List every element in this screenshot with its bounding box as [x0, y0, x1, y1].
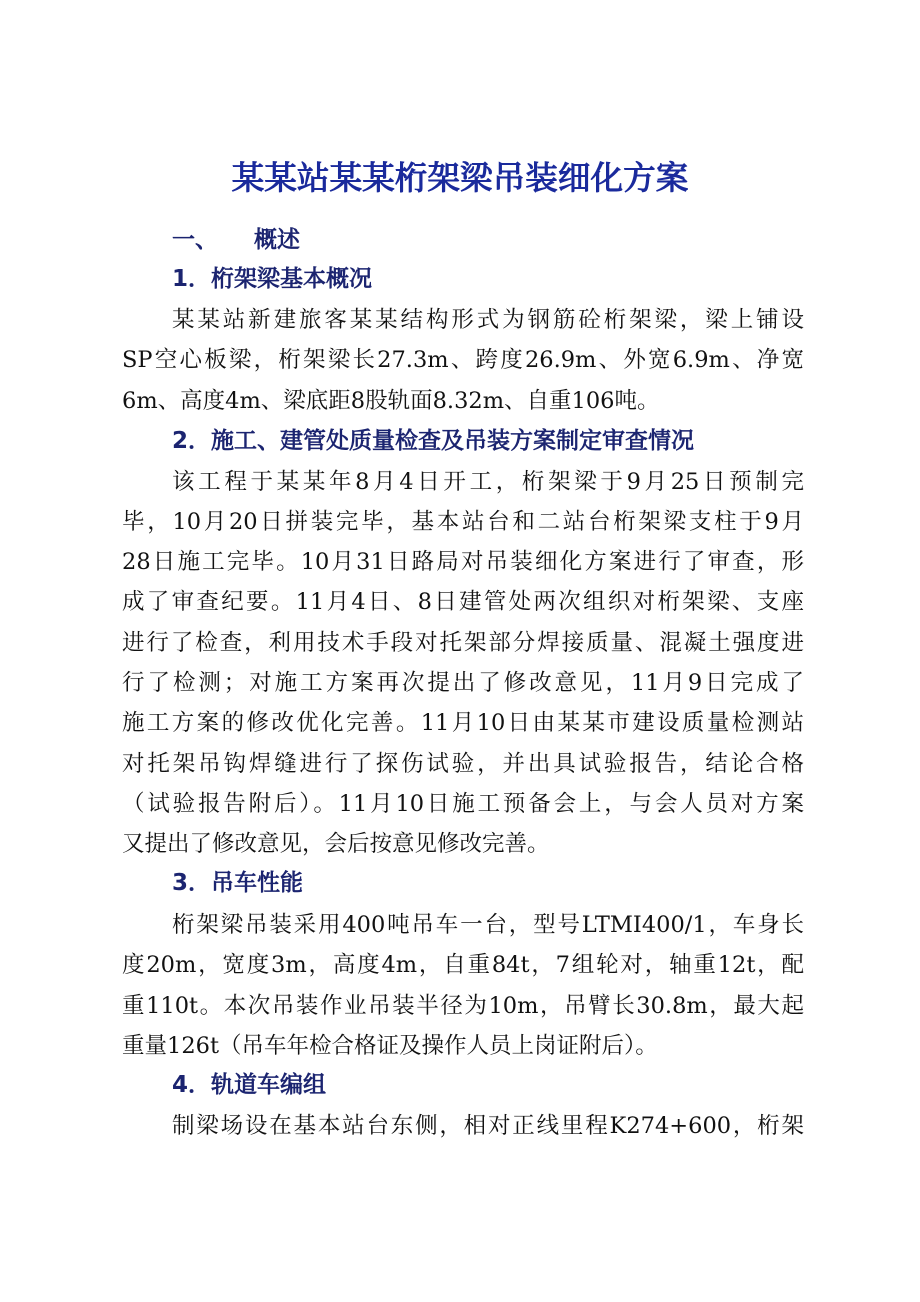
paragraph-line: 又提出了修改意见，会后按意见修改完善。	[122, 831, 550, 857]
paragraph-line: 制梁场设在基本站台东侧，相对正线里程K274+600，桁架	[172, 1113, 804, 1139]
subsection-heading-2: 2．施工、建管处质量检查及吊装方案制定审查情况	[172, 428, 695, 454]
paragraph-line: 该工程于某某年8月4日开工，桁架梁于9月25日预制完	[172, 469, 804, 495]
paragraph-line: 重量126t（吊车年检合格证及操作人员上岗证附后）。	[122, 1033, 658, 1059]
paragraph-line: 28日施工完毕。10月31日路局对吊装细化方案进行了审查，形	[122, 549, 804, 575]
subsection-heading-1: 1．桁架梁基本概况	[172, 266, 373, 292]
paragraph-line: 度20m，宽度3m，高度4m，自重84t，7组轮对，轴重12t，配	[122, 952, 804, 978]
paragraph-line: 行了检测；对施工方案再次提出了修改意见，11月9日完成了	[122, 670, 804, 696]
paragraph-line: 施工方案的修改优化完善。11月10日由某某市建设质量检测站	[122, 710, 804, 736]
paragraph-line: 某某站新建旅客某某结构形式为钢筋砼桁架梁，梁上铺设	[172, 307, 804, 333]
paragraph-line: 毕，10月20日拼装完毕，基本站台和二站台桁架梁支柱于9月	[122, 509, 804, 535]
section-heading-overview	[172, 220, 300, 260]
subsection-heading-3: 3．吊车性能	[172, 870, 304, 896]
section-number: 一、	[172, 227, 218, 253]
section-title: 概述	[254, 227, 300, 253]
paragraph-line: 重110t。本次吊装作业吊装半径为10m，吊臂长30.8m，最大起	[122, 993, 804, 1019]
paragraph-line: 对托架吊钩焊缝进行了探伤试验，并出具试验报告，结论合格	[122, 751, 804, 777]
paragraph-line: 成了审查纪要。11月4日、8日建管处两次组织对桁架梁、支座	[122, 589, 804, 615]
paragraph-line: 桁架梁吊装采用400吨吊车一台，型号LTMI400/1，车身长	[172, 912, 804, 938]
document-title: 某某站某某桁架梁吊装细化方案	[231, 159, 689, 197]
paragraph-line: SP空心板梁，桁架梁长27.3m、跨度26.9m、外宽6.9m、净宽	[122, 347, 804, 373]
subsection-heading-4: 4．轨道车编组	[172, 1072, 327, 1098]
paragraph-line: （试验报告附后）。11月10日施工预备会上，与会人员对方案	[122, 791, 804, 817]
paragraph-line: 6m、高度4m、梁底距8股轨面8.32m、自重106吨。	[122, 388, 660, 414]
paragraph-line: 进行了检查，利用技术手段对托架部分焊接质量、混凝土强度进	[122, 630, 804, 656]
